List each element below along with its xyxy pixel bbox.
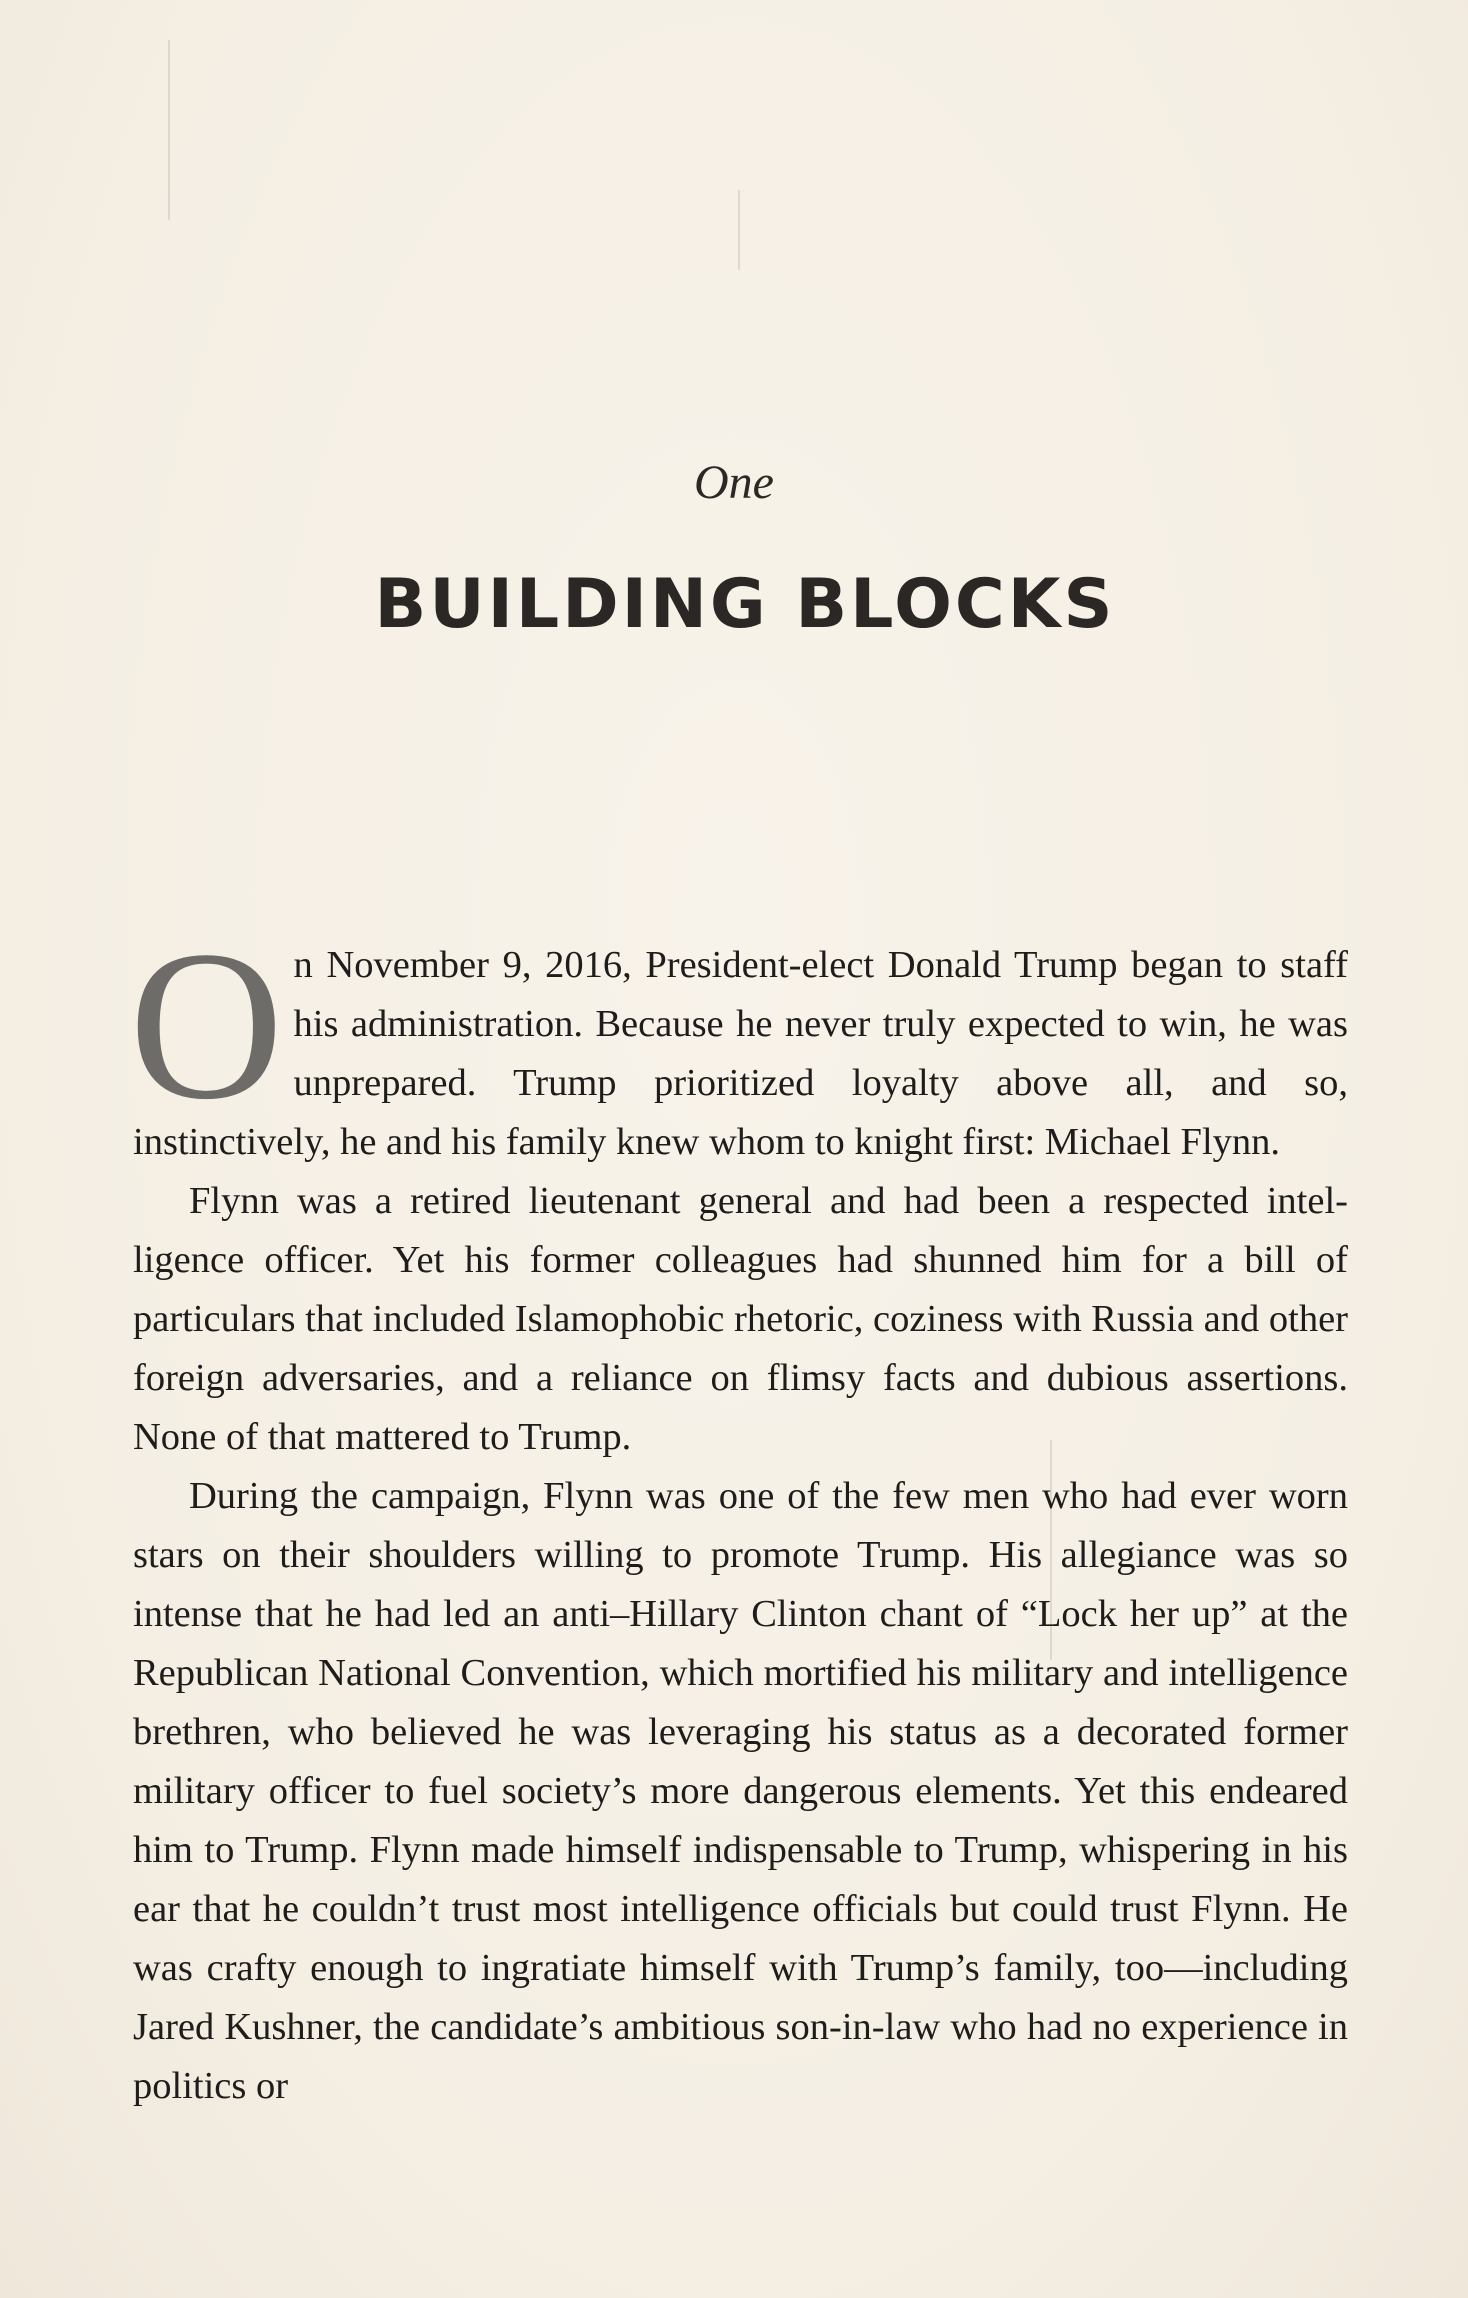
chapter-title: BUILDING BLOCKS	[374, 565, 1116, 644]
chapter-body	[129, 907, 1348, 2116]
show-through-mark	[168, 40, 170, 220]
paragraph-1	[129, 907, 1348, 1172]
paragraph-2: Flynn was a retired lieutenant general and had been a respected intelligence officer. Yet his former colleagues had shunned him for a bill of particulars that included Islamophobic rhetoric, coziness with Russia and other foreign adversaries, and a reliance on flimsy facts and dubious assertions. None of that mattered to Trump.	[133, 1180, 1348, 1458]
show-through-mark	[738, 190, 740, 270]
paragraph-text: n November 9, 2016, President-elect Donald Trump began to staff his administration. Because he never truly expected to win, he was unprepared. Trump prioritized loyalty above all, and so, instinctively, he and his family knew whom to knight first: Michael Flynn.	[133, 944, 1348, 1163]
drop-cap: O	[129, 907, 284, 1144]
paragraph-3: During the campaign, Flynn was one of the few men who had ever worn stars on their shoulders willing to promote Trump. His allegiance was so intense that he had led an anti–Hillary Clinton chant of “Lock her up” at the Republican National Convention, which mortified his military and intelligence brethren, who believed he was leveraging his status as a decorated former military officer to fuel society’s more dangerous elements. Yet this endeared him to Trump. Flynn made himself indispensable to Trump, whispering in his ear that he couldn’t trust most intelligence officials but could trust Flynn. He was crafty enough to ingratiate himself with Trump’s family, too—including Jared Kushner, the candidate’s ambitious son-in-law who had no experience in politics or	[133, 1475, 1348, 2107]
chapter-number: One	[694, 456, 774, 509]
